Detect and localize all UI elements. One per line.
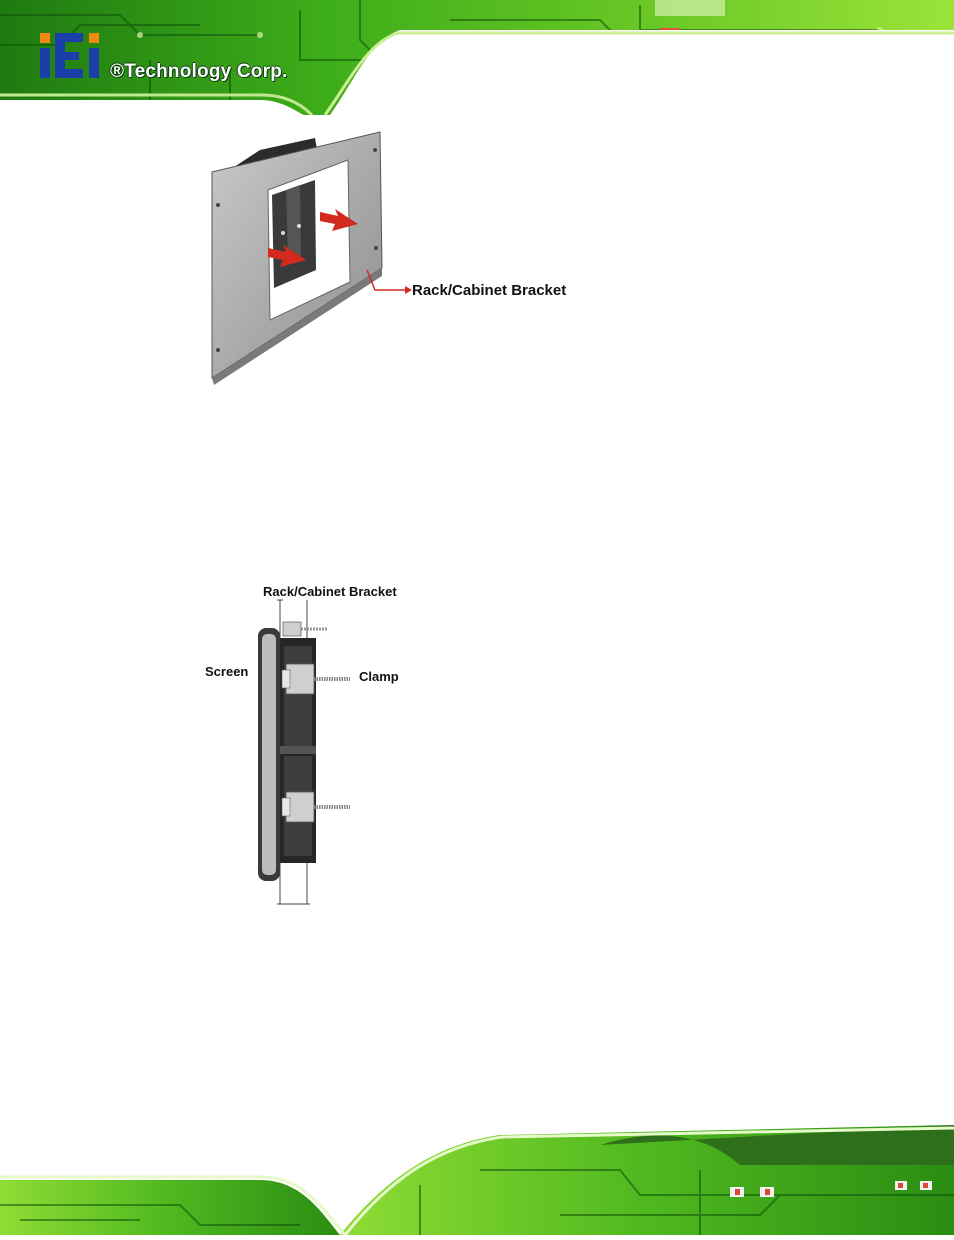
rack-bracket-side-label: Rack/Cabinet Bracket <box>263 584 397 599</box>
side-view-figure <box>250 598 360 906</box>
rack-bracket-perspective-figure <box>200 130 400 385</box>
bracket-leader-line <box>365 268 415 300</box>
pcb-footer-graphic <box>0 1125 954 1235</box>
iei-logo <box>40 33 99 78</box>
page-footer <box>0 1125 954 1235</box>
pcb-header-graphic <box>0 0 954 115</box>
clamp-label: Clamp <box>359 669 399 684</box>
screen-label: Screen <box>205 664 249 679</box>
company-name: ®Technology Corp. <box>110 61 288 82</box>
page-header <box>0 0 954 115</box>
rack-bracket-label: Rack/Cabinet Bracket <box>412 282 567 299</box>
